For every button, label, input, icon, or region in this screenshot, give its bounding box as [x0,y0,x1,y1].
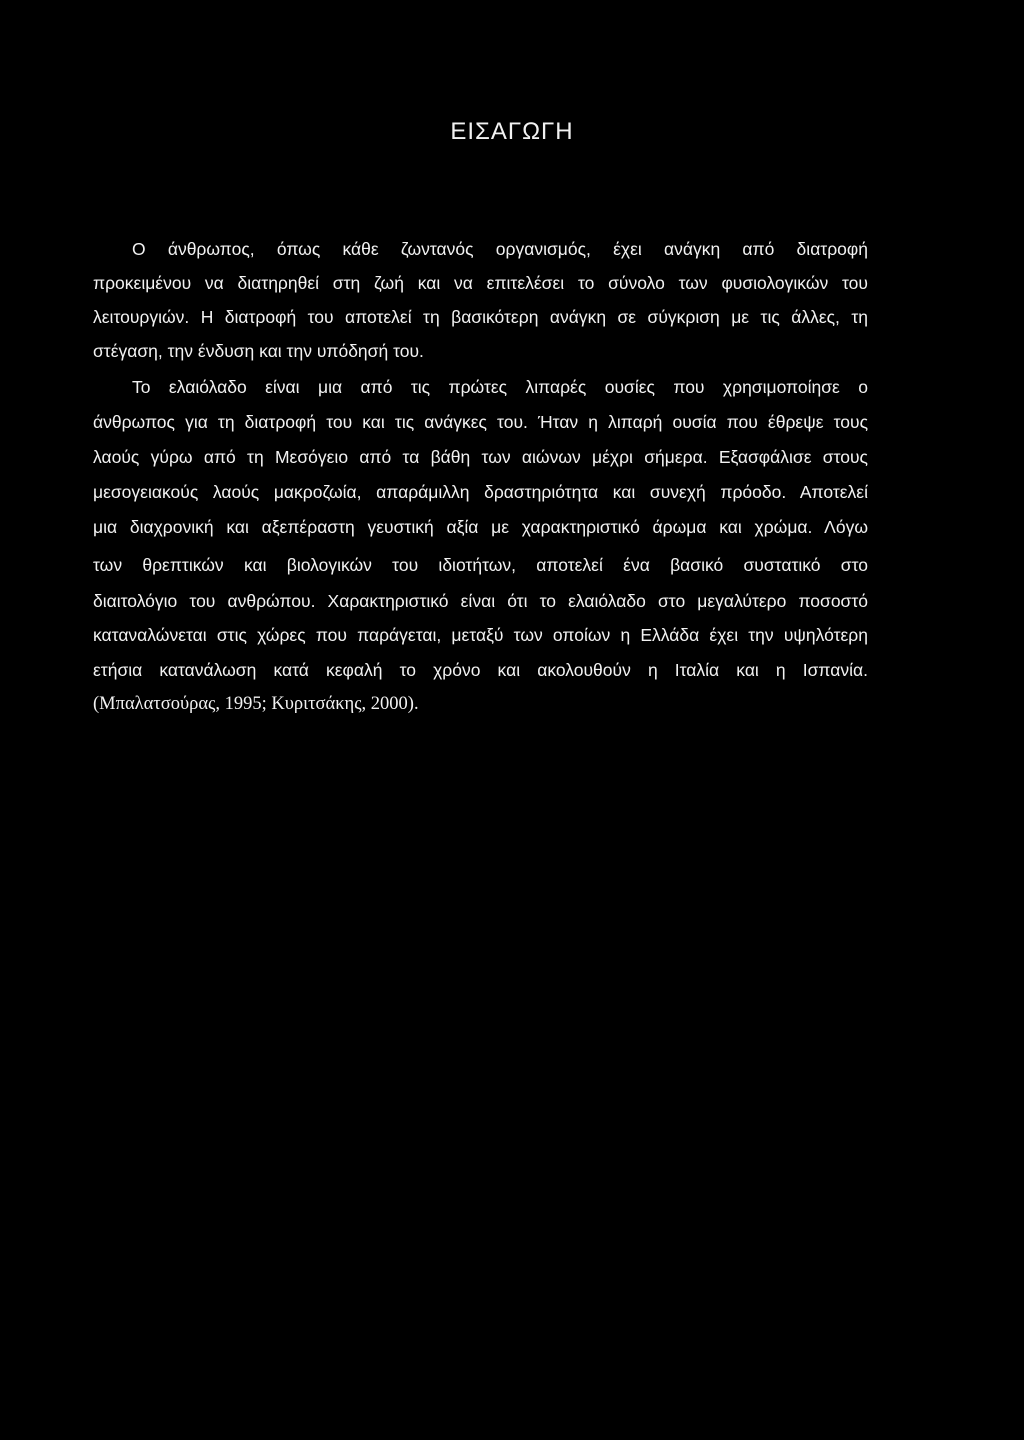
text-line: Το ελαιόλαδο είναι μια από τις πρώτες λιπαρές ουσίες που χρησιμοποίησε ο [132,377,868,397]
text-line: λαούς γύρω από τη Μεσόγειο από τα βάθη των αιώνων μέχρι σήμερα. Εξασφάλισε στους [93,447,868,467]
text-line: λειτουργιών. Η διατροφή του αποτελεί τη βασικότερη ανάγκη σε σύγκριση με τις άλλες, τη [93,307,868,327]
text-line: μια διαχρονική και αξεπέραστη γευστική αξία με χαρακτηριστικό άρωμα και χρώμα. Λόγω [93,517,868,537]
text-line: προκειμένου να διατηρηθεί στη ζωή και να επιτελέσει το σύνολο των φυσιολογικών του [93,273,868,293]
text-line: Ο άνθρωπος, όπως κάθε ζωντανός οργανισμός, έχει ανάγκη από διατροφή [132,239,868,259]
text-line: καταναλώνεται στις χώρες που παράγεται, μεταξύ των οποίων η Ελλάδα έχει την υψηλότερη [93,625,868,645]
text-line: στέγαση, την ένδυση και την υπόδησή του. [93,341,424,361]
text-line: των θρεπτικών και βιολογικών του ιδιοτήτων, αποτελεί ένα βασικό συστατικό στο [93,555,868,575]
citation-line: (Μπαλατσούρας, 1995; Κυριτσάκης, 2000). [93,694,419,714]
page-title: ΕΙΣΑΓΩΓΗ [450,118,574,145]
text-line: άνθρωπος για τη διατροφή του και τις ανάγκες του. Ήταν η λιπαρή ουσία που έθρεψε τους [93,412,868,432]
text-line: διαιτολόγιο του ανθρώπου. Χαρακτηριστικό είναι ότι το ελαιόλαδο στο μεγαλύτερο ποσοστό [93,591,868,611]
text-line: ετήσια κατανάλωση κατά κεφαλή το χρόνο και ακολουθούν η Ιταλία και η Ισπανία. [93,660,868,680]
text-line: μεσογειακούς λαούς μακροζωία, απαράμιλλη δραστηριότητα και συνεχή πρόοδο. Αποτελεί [93,482,868,502]
